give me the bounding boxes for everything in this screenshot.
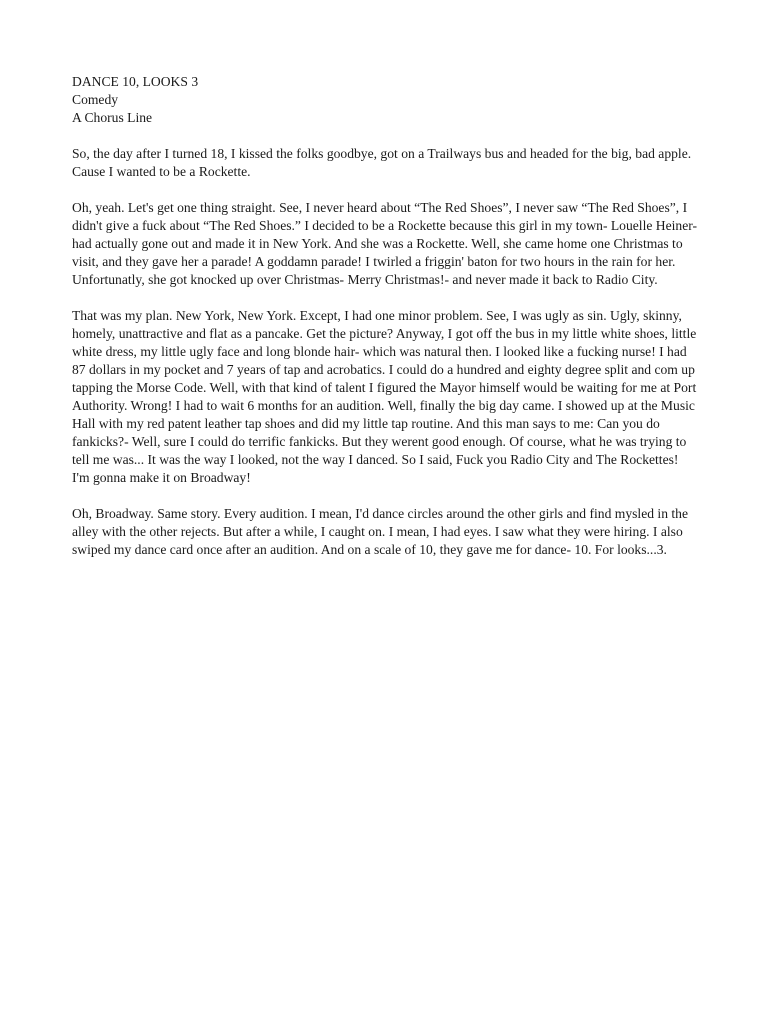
paragraph-3: That was my plan. New York, New York. Except, I had one minor problem. See, I was ugly as sin. Ugly, skinny, homely, unattractive and flat as a pancake. Get the picture? Anyway, I got off the bus in my little white shoes, little white dress, my little ugly face and long blonde hair- which was natural then. I looked like a fucking nurse! I had 87 dollars in my pocket and 7 years of tap and acrobatics. I could do a hundred and eighty degree split and com up tapping the Morse Code. Well, with that kind of talent I figured the Mayor himself would be waiting for me at Port Authority. Wrong! I had to wait 6 months for an audition. Well, finally the big day came. I showed up at the Music Hall with my red patent leather tap shoes and did my little tap routine. And this man says to me: Can you do fankicks?- Well, sure I could do terrific fankicks. But they werent good enough. Of course, what he was trying to tell me was... It was the way I looked, not the way I danced. So I said, Fuck you Radio City and The Rockettes! I'm gonna make it on Broadway!	[72, 308, 697, 485]
monologue-genre: Comedy	[72, 92, 119, 107]
paragraph-1: So, the day after I turned 18, I kissed the folks goodbye, got on a Trailways bus and headed for the big, bad apple. Cause I wanted to be a Rockette.	[72, 146, 692, 179]
monologue-title: DANCE 10, LOOKS 3	[72, 74, 199, 89]
monologue-source: A Chorus Line	[72, 110, 153, 125]
paragraph-4: Oh, Broadway. Same story. Every audition. I mean, I'd dance circles around the other girls and find mysled in the alley with the other rejects. But after a while, I caught on. I mean, I had eyes. I saw what they were hiring. I also swiped my dance card once after an audition. And on a scale of 10, they gave me for dance- 10. For looks...3.	[72, 506, 689, 557]
paragraph-2: Oh, yeah. Let's get one thing straight. See, I never heard about “The Red Shoes”, I never saw “The Red Shoes”, I didn't give a fuck about “The Red Shoes.” I decided to be a Rockette because this girl in my town- Louelle Heiner- had actually gone out and made it in New York. And she was a Rockette. Well, she came home one Christmas to visit, and they gave her a parade! A goddamn parade! I twirled a friggin' baton for two hours in the rain for her. Unfortunatly, she got knocked up over Christmas- Merry Christmas!- and never made it back to Radio City.	[72, 200, 698, 287]
monologue-text	[72, 73, 698, 559]
